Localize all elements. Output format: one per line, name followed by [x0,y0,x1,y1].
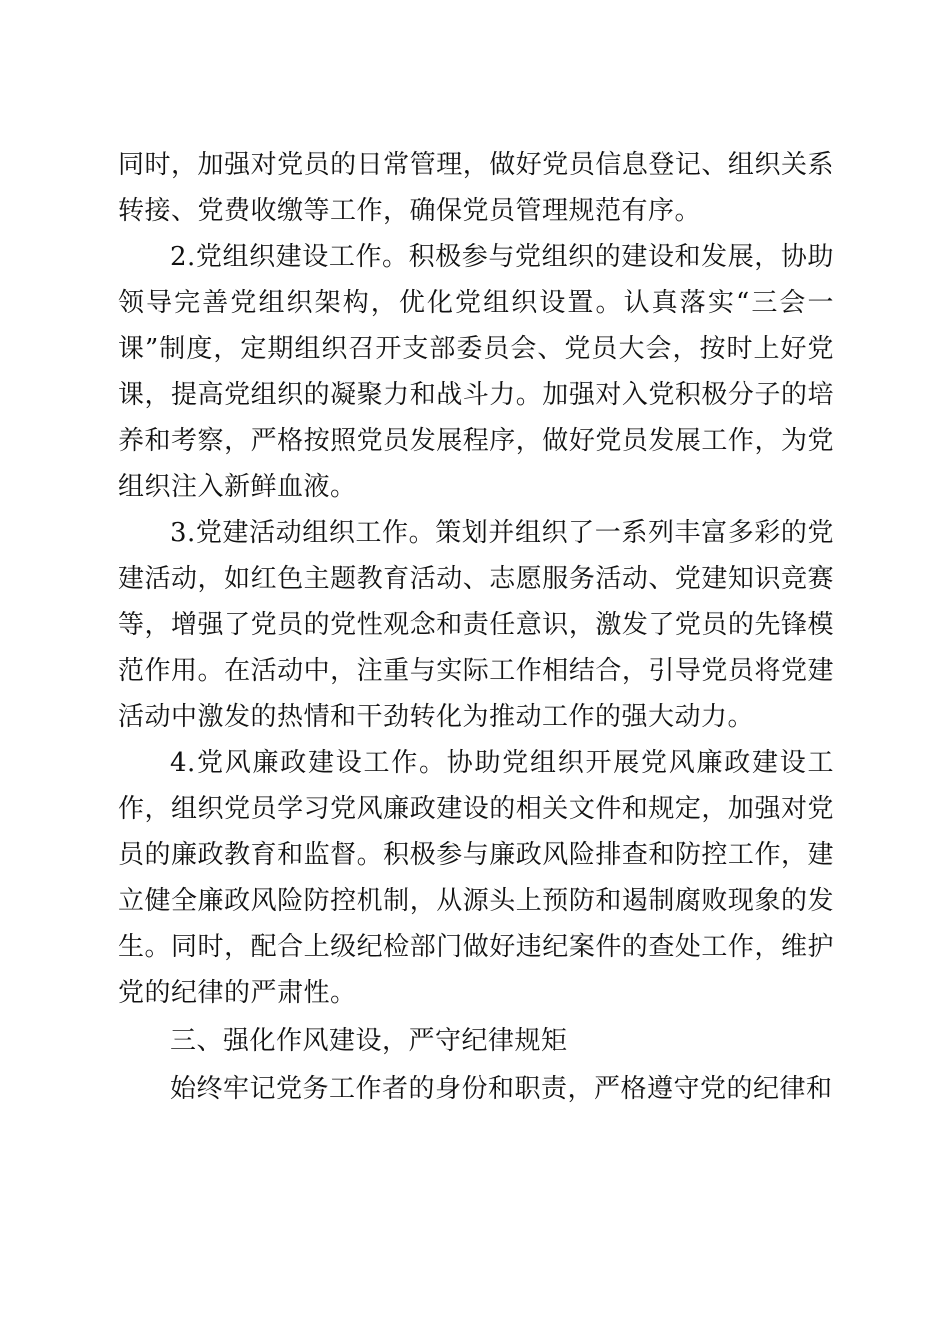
paragraph-integrity-building: 4.党风廉政建设工作。协助党组织开展党风廉政建设工作，组织党员学习党风廉政建设的相关文件和规定，加强对党员的廉政教育和监督。积极参与廉政风险排查和防控工作，建立健全廉政风险防控机制，从源头上预防和遏制腐败现象的发生。同时，配合上级纪检部门做好违纪案件的查处工作，维护党的纪律的严肃性。 [118,748,834,1008]
paragraph-party-organization: 2.党组织建设工作。积极参与党组织的建设和发展，协助领导完善党组织架构，优化党组织设置。认真落实“三会一课”制度，定期组织召开支部委员会、党员大会，按时上好党课，提高党组织的凝聚力和战斗力。加强对入党积极分子的培养和考察，严格按照党员发展程序，做好党员发展工作，为党组织注入新鲜血液。 [118,242,834,502]
document-body [118,142,834,1112]
section-heading: 三、强化作风建设，严守纪律规矩 [170,1026,568,1056]
paragraph-discipline: 始终牢记党务工作者的身份和职责，严格遵守党的纪律和 [170,1074,833,1104]
paragraph-member-management: 同时，加强对党员的日常管理，做好党员信息登记、组织关系转接、党费收缴等工作，确保党员管理规范有序。 [118,150,834,226]
paragraph-party-activities: 3.党建活动组织工作。策划并组织了一系列丰富多彩的党建活动，如红色主题教育活动、志愿服务活动、党建知识竞赛等，增强了党员的党性观念和责任意识，激发了党员的先锋模范作用。在活动中，注重与实际工作相结合，引导党员将党建活动中激发的热情和干劲转化为推动工作的强大动力。 [118,518,834,732]
